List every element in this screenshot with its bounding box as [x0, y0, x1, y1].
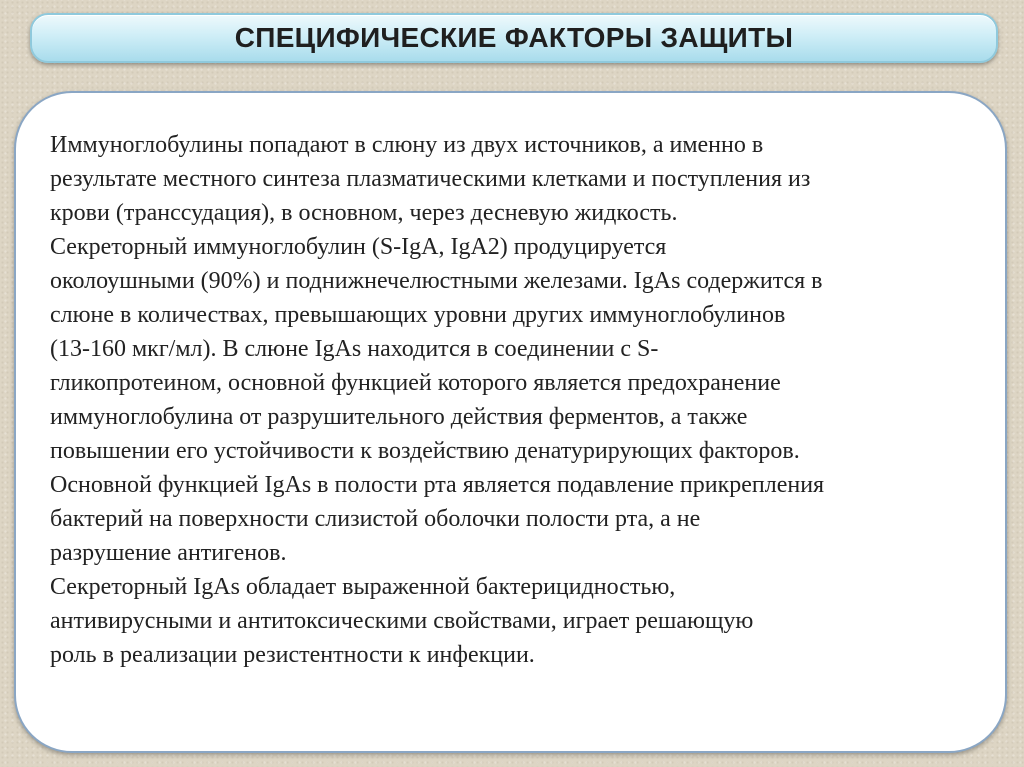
paragraph-sources: [50, 128, 980, 230]
text-line: разрушение антигенов.: [50, 540, 287, 566]
text-line: антивирусными и антитоксическими свойствами, играет решающую: [50, 608, 754, 634]
paragraph-bactericidal: [50, 570, 980, 672]
text-line: результате местного синтеза плазматическими клетками и поступления из: [50, 166, 811, 192]
text-line: (13-160 мкг/мл). В слюне IgAs находится в соединении с S-: [50, 336, 659, 362]
text-line: крови (транссудация), в основном, через десневую жидкость.: [50, 200, 678, 226]
text-line: гликопротеином, основной функцией которого является предохранение: [50, 370, 781, 396]
paragraph-main-function: [50, 468, 980, 570]
text-line: околоушными (90%) и поднижнечелюстными железами. IgAs содержится в: [50, 268, 823, 294]
slide-title: СПЕЦИФИЧЕСКИЕ ФАКТОРЫ ЗАЩИТЫ: [234, 22, 794, 53]
content-panel: [14, 91, 1007, 753]
text-line: бактерий на поверхности слизистой оболочки полости рта, а не: [50, 506, 701, 532]
text-line: слюне в количествах, превышающих уровни других иммуноглобулинов: [50, 302, 786, 328]
text-line: Секреторный IgAs обладает выраженной бактерицидностью,: [50, 574, 676, 600]
title-banner: [30, 13, 998, 63]
paragraph-secretory-iga: [50, 230, 980, 468]
text-line: Иммуноглобулины попадают в слюну из двух источников, а именно в: [50, 132, 764, 158]
text-line: роль в реализации резистентности к инфекции.: [50, 642, 535, 668]
text-line: Основной функцией IgAs в полости рта является подавление прикрепления: [50, 472, 825, 498]
text-line: иммуноглобулина от разрушительного действия ферментов, а также: [50, 404, 748, 430]
text-line: повышении его устойчивости к воздействию денатурирующих факторов.: [50, 438, 800, 464]
body-text: [50, 128, 980, 672]
text-line: Секреторный иммуноглобулин (S-IgA, IgA2) продуцируется: [50, 234, 667, 260]
